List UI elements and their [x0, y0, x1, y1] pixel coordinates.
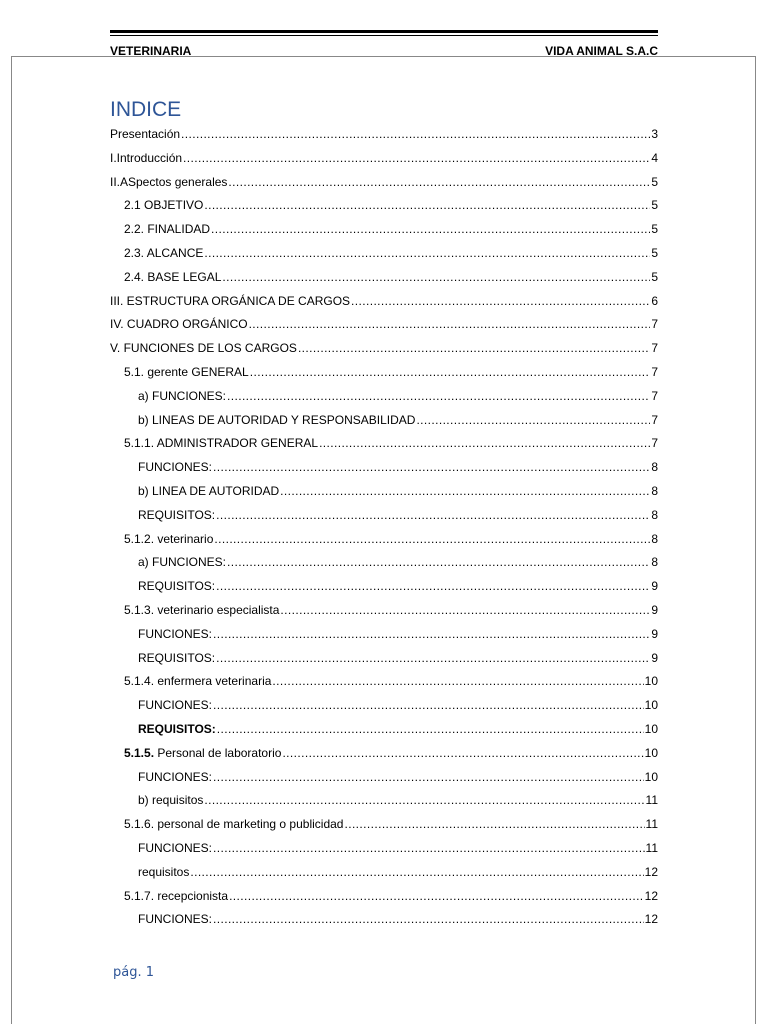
toc-dot-leader: [250, 363, 651, 381]
toc-dot-leader: [213, 910, 644, 928]
toc-entry-label: a) FUNCIONES:: [138, 388, 227, 403]
toc-entry[interactable]: [110, 887, 658, 911]
toc-dot-leader: [216, 649, 650, 667]
toc-entry[interactable]: [110, 744, 658, 768]
toc-entry-label: 2.3. ALCANCE: [124, 245, 204, 260]
toc-entry-page: 10: [644, 674, 658, 689]
toc-entry-label: REQUISITOS:: [138, 650, 216, 665]
toc-dot-leader: [249, 315, 651, 333]
toc-dot-leader: [351, 292, 650, 310]
toc-entry-page: 8: [651, 507, 658, 522]
toc-entry-label: 5.1.7. recepcionista: [124, 888, 229, 903]
toc-entry[interactable]: [110, 910, 658, 934]
toc-entry[interactable]: [110, 649, 658, 673]
toc-entry-text: REQUISITOS:: [138, 721, 216, 736]
toc-dot-leader: [213, 625, 650, 643]
toc-entry[interactable]: [110, 458, 658, 482]
toc-entry[interactable]: [110, 339, 658, 363]
toc-dot-leader: [214, 530, 650, 548]
toc-dot-leader: [190, 863, 643, 881]
toc-entry-page: 9: [651, 579, 658, 594]
toc-entry-label: 2.2. FINALIDAD: [124, 222, 211, 237]
header-rule-thick: [110, 30, 658, 33]
toc-entry[interactable]: [110, 292, 658, 316]
toc-entry-label: b) requisitos: [138, 793, 204, 808]
toc-entry[interactable]: [110, 149, 658, 173]
toc-entry-label: 5.1.4. enfermera veterinaria: [124, 674, 272, 689]
toc-entry-page: 11: [645, 840, 658, 855]
toc-entry-page: 8: [651, 460, 658, 475]
header-right-text: VIDA ANIMAL S.A.C: [545, 44, 658, 58]
toc-entry-label: 5.1.1. ADMINISTRADOR GENERAL: [124, 436, 319, 451]
toc-entry-label: REQUISITOS:: [138, 507, 216, 522]
toc-dot-leader: [211, 220, 650, 238]
toc-entry-page: 5: [651, 174, 658, 189]
toc-entry-label: 5.1.6. personal de marketing o publicidad: [124, 817, 344, 832]
toc-entry[interactable]: [110, 125, 658, 149]
toc-entry-page: 9: [651, 650, 658, 665]
toc-dot-leader: [204, 791, 644, 809]
toc-entry-page: 5: [651, 269, 658, 284]
toc-dot-leader: [282, 744, 643, 762]
toc-entry-page: 7: [651, 341, 658, 356]
toc-entry-label: Presentación: [110, 127, 181, 141]
toc-entry[interactable]: [110, 553, 658, 577]
toc-entry[interactable]: [110, 315, 658, 339]
toc-entry[interactable]: [110, 268, 658, 292]
toc-entry-page: 7: [651, 388, 658, 403]
toc-entry-label: [124, 744, 281, 762]
toc-dot-leader: [229, 887, 644, 905]
toc-entry[interactable]: [110, 482, 658, 506]
toc-entry-text: Personal de laboratorio: [154, 745, 282, 760]
toc-entry-page: 8: [651, 531, 658, 546]
toc-dot-leader: [213, 768, 644, 786]
toc-entry-label: FUNCIONES:: [138, 698, 213, 713]
toc-entry[interactable]: [110, 791, 658, 815]
toc-dot-leader: [213, 458, 650, 476]
header-left-text: VETERINARIA: [110, 44, 192, 58]
toc-dot-leader: [227, 387, 650, 405]
toc-dot-leader: [222, 268, 650, 286]
toc-dot-leader: [204, 244, 650, 262]
toc-entry-label: REQUISITOS:: [138, 579, 216, 594]
toc-entry-label: FUNCIONES:: [138, 769, 213, 784]
toc-entry-page: 10: [644, 698, 658, 713]
toc-dot-leader: [213, 696, 644, 714]
toc-entry-page: 5: [651, 222, 658, 237]
toc-entry-label: FUNCIONES:: [138, 460, 213, 475]
toc-entry-page: 6: [651, 293, 658, 308]
toc-dot-leader: [416, 411, 650, 429]
toc-entry-label: b) LINEA DE AUTORIDAD: [138, 483, 280, 498]
toc-entry[interactable]: [110, 768, 658, 792]
toc-entry[interactable]: [110, 863, 658, 887]
toc-entry-page: 5: [651, 245, 658, 260]
toc-entry-label: FUNCIONES:: [138, 840, 213, 855]
toc-dot-leader: [319, 434, 650, 452]
toc-entry[interactable]: [110, 244, 658, 268]
toc-entry[interactable]: [110, 672, 658, 696]
toc-dot-leader: [216, 577, 650, 595]
toc-entry[interactable]: [110, 434, 658, 458]
toc-entry-label: b) LINEAS DE AUTORIDAD Y RESPONSABILIDAD: [138, 412, 416, 427]
toc-entry-page: 12: [644, 864, 658, 879]
toc-entry-page: 12: [644, 888, 658, 903]
toc-dot-leader: [272, 672, 643, 690]
toc-entry-page: 5: [651, 198, 658, 213]
toc-entry-label: requisitos: [138, 864, 190, 879]
toc-entry[interactable]: [110, 577, 658, 601]
table-of-contents: [110, 125, 658, 934]
toc-entry[interactable]: [110, 625, 658, 649]
toc-entry-page: 8: [651, 555, 658, 570]
toc-entry-label: 2.4. BASE LEGAL: [124, 269, 222, 284]
toc-entry-page: 12: [644, 912, 658, 927]
toc-dot-leader: [217, 720, 644, 738]
toc-entry-page: 10: [644, 721, 658, 736]
toc-dot-leader: [227, 553, 650, 571]
toc-title: INDICE: [110, 98, 182, 121]
toc-entry-page: 10: [644, 745, 658, 760]
toc-dot-leader: [228, 173, 650, 191]
toc-entry-label: [138, 720, 216, 738]
toc-entry-label: a) FUNCIONES:: [138, 555, 227, 570]
toc-entry[interactable]: [110, 815, 658, 839]
toc-entry-page: 7: [651, 317, 658, 332]
toc-dot-leader: [298, 339, 650, 357]
toc-dot-leader: [280, 482, 650, 500]
toc-dot-leader: [213, 839, 645, 857]
toc-entry-label: FUNCIONES:: [138, 626, 213, 641]
toc-entry-page: 11: [645, 817, 658, 832]
toc-entry[interactable]: [110, 720, 658, 744]
toc-entry-page: 11: [645, 793, 658, 808]
toc-dot-leader: [216, 506, 650, 524]
toc-entry-label: I.Introducción: [110, 150, 183, 165]
toc-entry[interactable]: [110, 506, 658, 530]
toc-entry-page: 3: [651, 127, 658, 141]
toc-entry-page: 4: [651, 150, 658, 165]
toc-dot-leader: [204, 196, 650, 214]
toc-entry-page: 8: [651, 483, 658, 498]
toc-entry-page: 7: [651, 364, 658, 379]
toc-entry[interactable]: [110, 363, 658, 387]
toc-entry[interactable]: [110, 601, 658, 625]
toc-entry-page: 9: [651, 626, 658, 641]
toc-entry[interactable]: [110, 530, 658, 554]
toc-entry-page: 9: [651, 602, 658, 617]
toc-dot-leader: [183, 149, 650, 167]
toc-entry-label: IV. CUADRO ORGÁNICO: [110, 317, 248, 332]
toc-entry[interactable]: [110, 173, 658, 197]
header-rule-thin: [110, 35, 658, 36]
toc-entry[interactable]: [110, 220, 658, 244]
toc-entry[interactable]: [110, 839, 658, 863]
toc-entry-label: FUNCIONES:: [138, 912, 213, 927]
toc-entry-label: V. FUNCIONES DE LOS CARGOS: [110, 341, 297, 356]
toc-entry[interactable]: [110, 696, 658, 720]
toc-dot-leader: [344, 815, 644, 833]
toc-entry-bold-prefix: 5.1.5.: [124, 745, 155, 760]
toc-dot-leader: [280, 601, 650, 619]
toc-entry[interactable]: [110, 196, 658, 220]
toc-entry-page: 7: [651, 412, 658, 427]
toc-entry-label: 5.1.3. veterinario especialista: [124, 602, 280, 617]
footer-page-number: pág. 1: [113, 965, 155, 980]
toc-entry-label: 5.1. gerente GENERAL: [124, 364, 249, 379]
toc-entry-label: III. ESTRUCTURA ORGÁNICA DE CARGOS: [110, 293, 351, 308]
toc-entry[interactable]: [110, 411, 658, 435]
toc-entry[interactable]: [110, 387, 658, 411]
toc-entry-label: 5.1.2. veterinario: [124, 531, 214, 546]
toc-entry-page: 10: [644, 769, 658, 784]
toc-entry-label: 2.1 OBJETIVO: [124, 198, 204, 213]
toc-entry-page: 7: [651, 436, 658, 451]
toc-dot-leader: [181, 125, 650, 143]
toc-entry-label: II.ASpectos generales: [110, 174, 228, 189]
